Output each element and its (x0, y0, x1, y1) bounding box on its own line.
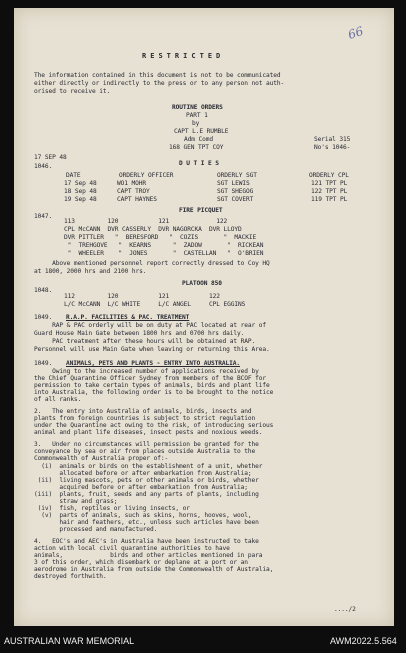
fire-picquet-number: 1047. (34, 213, 53, 220)
footer-institution: AUSTRALIAN WAR MEMORIAL (4, 636, 135, 646)
body-line: straw and grass; (34, 498, 118, 505)
duty-row-sgt: SGT SHEGOG (217, 188, 254, 195)
orders-by: by (192, 120, 200, 127)
duties-number: 1046. (34, 163, 53, 170)
body-line: 4. EOC's and AEC's in Australia have been instructed to take (34, 538, 259, 545)
classification-heading: R E S T R I C T E D (142, 52, 221, 60)
body-line: allocated before or after embarkation from Australia; (34, 470, 252, 477)
body-line: Commonwealth of Australia proper of:- (34, 455, 169, 462)
fire-picquet-line: 113 120 121 122 (64, 218, 228, 225)
archive-footer (0, 628, 406, 653)
order-numbers: No's 1046- (314, 144, 351, 151)
body-line: 3. Under no circumstances will permission be granted for the (34, 441, 259, 448)
body-line: Owing to the increased number of applications received by (34, 368, 259, 375)
body-line: 3 of this order, which disembark or deplane at a port or an (34, 559, 248, 566)
duty-row-cpl: 122 TPT PL (311, 188, 348, 195)
fire-picquet-line: CPL McCANN DVR CASSERLY DVR NAGORCKA DVR LLOYD (64, 226, 242, 233)
rap-heading: R.A.P. FACILITIES & PAC. TREATMENT (66, 314, 190, 321)
duty-row-date: 17 Sep 48 (64, 180, 97, 187)
body-line: (ii) living mascots, pets or other animals or birds, whether (34, 477, 259, 484)
body-line: conveyance by sea or air from places outside Australia to the (34, 448, 256, 455)
rap-line: Guard House Main Gate between 1800 hrs and 0700 hrs daily. (34, 330, 245, 337)
duty-row-officer: CAPT TROY (117, 188, 150, 195)
body-line: the Chief Quarantine Officer Sydney from members of the BCOF for (34, 375, 267, 382)
body-line: (v) parts of animals, such as skins, horns, hooves, wool, (34, 512, 252, 519)
rap-line: Personnel will use Main Gate when leaving or returning this Area. (34, 346, 270, 353)
body-line: plants from foreign countries is subject to strict regulation (34, 415, 256, 422)
orders-commander: CAPT L.E RUMBLE (174, 128, 229, 135)
body-line: action with local civil quarantine authorities to have (34, 545, 230, 552)
platoon-line: L/C McCANN L/C WHITE L/C ANGEL CPL EGGINS (64, 301, 246, 308)
body-line: 2. The entry into Australia of animals, birds, insects and (34, 408, 252, 415)
handwritten-reference: 66 (346, 23, 366, 43)
duties-col-date: DATE (66, 172, 81, 179)
body-line: permission to take certain types of animals, birds and plant life (34, 382, 270, 389)
body-line: (i) animals or birds on the establishment of a unit, whether (34, 463, 263, 470)
page-continuation: ..../2 (334, 606, 356, 613)
duty-row-cpl: 119 TPT PL (311, 196, 348, 203)
duty-row-officer: WO1 MOHR (117, 180, 147, 187)
duties-col-sgt: ORDERLY SGT (217, 172, 257, 179)
order-date: 17 SEP 48 (34, 154, 67, 161)
fire-picquet-line: DVR PITTLER " BERESFORD " COZIS " MACKIE (64, 234, 257, 241)
body-line: under the Quarantine act owing to the risk, of introducing serious (34, 422, 274, 429)
fire-picquet-line: " WHEELER " JONES " CASTELLAN " O'BRIEN (64, 250, 264, 257)
rap-number: 1049. (34, 314, 53, 321)
orders-part: PART 1 (186, 112, 208, 119)
rap-line: RAP & PAC orderly will be on duty at PAC located at rear of (34, 322, 267, 329)
duty-row-sgt: SGT COVERT (217, 196, 254, 203)
duties-col-cpl: ORDERLY CPL (309, 172, 349, 179)
body-line: (iv) fish, reptiles or living insects, or (34, 505, 190, 512)
fire-picquet-line: " TREHGOVE " KEARNS " ZADOW " RICKEAN (64, 242, 264, 249)
rap-line: PAC treatment after these hours will be obtained at RAP. (34, 338, 256, 345)
duty-row-officer: CAPT HAYNES (117, 196, 157, 203)
body-line: destroyed forthwith. (34, 573, 107, 580)
body-line: processed and manufactured. (34, 526, 158, 533)
fire-picquet-note: Above mentioned personnel report correctly dressed to Coy HQ (34, 260, 270, 267)
body-line: hair and feathers, etc., unless such articles have been (34, 519, 259, 526)
platoon-heading: PLATOON 850 (182, 280, 222, 287)
fire-picquet-note: at 1800, 2000 hrs and 2100 hrs. (34, 268, 147, 275)
orders-title: ROUTINE ORDERS (172, 104, 223, 111)
platoon-number: 1048. (34, 287, 53, 294)
body-line: animal and plant life diseases, insect pests and noxious weeds. (34, 429, 263, 436)
body-line: (iii) plants, fruit, seeds and any parts of plants, including (34, 491, 259, 498)
duties-col-officer: ORDERLY OFFICER (119, 172, 174, 179)
body-line: aerodrome in Australia from outside the Commonwealth of Australia, (34, 566, 274, 573)
body-line: into Australia, the following order is to be brought to the notice (34, 389, 274, 396)
body-line: acquired before or after embarkation from Australia; (34, 484, 248, 491)
orders-unit: 168 GEN TPT COY (169, 144, 224, 151)
body-line: animals, birds and other articles mentioned in para (34, 552, 263, 559)
duty-row-cpl: 121 TPT PL (311, 180, 348, 187)
notice-line-1: The information contained in this document is not to be communicated (34, 72, 281, 79)
orders-appointment: Adm Comd (184, 136, 214, 143)
duties-heading: D U T I E S (179, 160, 219, 167)
animals-heading: ANIMALS, PETS AND PLANTS - ENTRY INTO AUSTRALIA. (66, 360, 241, 367)
duty-row-date: 18 Sep 48 (64, 188, 97, 195)
platoon-line: 112 120 121 122 (64, 293, 220, 300)
animals-number: 1049. (34, 360, 53, 367)
footer-accession-number: AWM2022.5.564 (330, 636, 397, 646)
duty-row-date: 19 Sep 48 (64, 196, 97, 203)
serial-number: Serial 315 (314, 136, 351, 143)
duty-row-sgt: SGT LEWIS (217, 180, 250, 187)
document-page (14, 8, 394, 626)
body-line: of all ranks. (34, 396, 82, 403)
notice-line-3: orised to receive it. (34, 88, 111, 95)
notice-line-2: either directly or indirectly to the press or to any person not auth- (34, 80, 285, 87)
fire-picquet-heading: FIRE PICQUET (179, 207, 223, 214)
